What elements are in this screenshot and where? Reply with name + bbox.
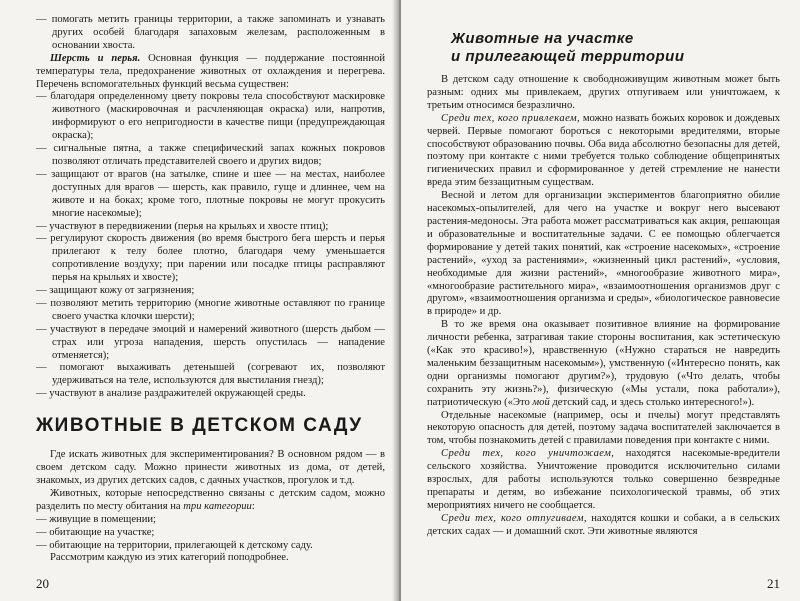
paragraph	[36, 143, 385, 169]
section-title-line-1: Животные на участке	[451, 30, 634, 47]
paragraph-text: — защищают кожу от загрязнения;	[36, 285, 195, 297]
paragraph	[36, 324, 385, 363]
page-number-right: 21	[767, 576, 780, 591]
paragraph-text: — благодаря определенному цвету покровы тела способствуют маскировке животного (маскировочная и расчленяющая окраска) или, напротив, информируют о его непригодности в качестве пищи (предупреждающая окраска);	[36, 91, 385, 142]
left-page-body-after-title	[36, 449, 385, 565]
left-page	[0, 0, 399, 601]
paragraph-tail: :	[251, 500, 255, 512]
paragraph-text: находятся кошки и собаки, а в сельских детских садах — и домашний скот. Эти животные являются	[427, 512, 780, 537]
paragraph	[36, 540, 385, 553]
paragraph-text: Где искать животных для экспериментирования? В основном рядом — в своем детском саду. Можно принести животных из дома, от детей, знакомых, из других детских садов, с дачных участков, прогулок и т.д.	[36, 449, 385, 486]
paragraph	[36, 362, 385, 388]
paragraph	[36, 233, 385, 285]
paragraph	[427, 410, 780, 449]
paragraph	[36, 527, 385, 540]
paragraph	[36, 14, 385, 53]
paragraph-text: — помогать метить границы территории, а также запоминать и узнавать других особей благодаря запаховым железам, расположенным в основании хвоста.	[36, 14, 385, 51]
paragraph-text: — участвуют в передвижении (перья на крыльях и хвосте птиц);	[36, 220, 329, 232]
paragraph-text: — живущие в помещении;	[36, 513, 156, 525]
run-in-heading: Шерсть и перья.	[50, 52, 141, 64]
paragraph	[36, 514, 385, 527]
paragraph-text: Рассмотрим каждую из этих категорий поподробнее.	[50, 552, 289, 564]
emphasis: три категории	[183, 500, 252, 512]
paragraph-text: — обитающие на участке;	[36, 526, 155, 538]
paragraph-text: можно назвать божьих коровок и дождевых червей. Первые помогают бороться с некоторыми вредителями, вторые способствуют образованию почвы. Оба вида абсолютно безопасны для детей, поэтому при контакте с ними требуется только соблюдение общепринятых гигиенических правил и сформированное у детей стремление не нанести вреда этим беззащитным существам.	[427, 112, 780, 189]
paragraph	[427, 74, 780, 113]
paragraph	[36, 221, 385, 234]
paragraph	[36, 91, 385, 143]
right-page-body	[427, 74, 780, 539]
paragraph-text: — регулируют скорость движения (во время быстрого бега шерсть и перья прилегают к телу более плотно, благодаря чему уменьшается сопротивление воздуху; при парении или посадке птицы расправляют перья на крыльях и хвосте);	[36, 233, 385, 284]
paragraph	[36, 488, 385, 514]
lead-phrase: Среди тех, кого привлекаем,	[441, 112, 581, 124]
paragraph	[427, 448, 780, 513]
paragraph-text: — защищают от врагов (на затылке, спине и шее — на местах, наиболее доступных для врагов — шерсть, как правило, гуще и длиннее, чем на животе и на боках; кроме того, плотные покровы не могут прокусить многие насекомые);	[36, 168, 385, 219]
left-page-body	[36, 14, 385, 401]
lead-phrase: Среди тех, кого отпугиваем,	[441, 512, 587, 524]
paragraph	[427, 513, 780, 539]
paragraph	[427, 319, 780, 409]
page-number-left: 20	[36, 576, 49, 591]
chapter-title: ЖИВОТНЫЕ В ДЕТСКОМ САДУ	[36, 415, 363, 437]
paragraph-text: — сигнальные пятна, а также специфический запах кожных покровов позволяют отличать представителей своего и других видов;	[36, 143, 385, 167]
paragraph-text: — позволяют метить территорию (многие животные оставляют по границе своего участка клочки шерсти);	[36, 297, 385, 322]
paragraph-text: В то же время она оказывает позитивное влияние на формирование личности ребенка, затрагивая такие стороны воспитания, как эстетическую («Как это красиво!»), нравственную («Нужно стараться не навредить маленьким беззащитным насекомым»), умственную («Интересно понять, как одни организмы помогают другим?»), трудовую («Что делать, чтобы сохранить эту жизнь?»), физическую («Мы устали, пока работали»), патриотическую («Это	[427, 319, 780, 408]
paragraph	[36, 552, 385, 565]
paragraph-text: — обитающие на территории, прилегающей к детскому саду.	[36, 539, 313, 551]
paragraph-text: Основная функция — поддержание постоянной температуры тела, предохранение животных от охлаждения и перегрева. Перечень вспомогательных функций весьма существен:	[36, 52, 385, 90]
paragraph	[36, 449, 385, 488]
section-title	[451, 30, 780, 66]
paragraph	[36, 298, 385, 324]
paragraph-text: — участвуют в передаче эмоций и намерений животного (шерсть дыбом — страх или угроза нападения, шерсть опустилась — нападение отменяется);	[36, 323, 385, 361]
paragraph-text: Животных, которые непосредственно связаны с детским садом, можно разделить по месту обитания на	[36, 487, 385, 512]
paragraph-tail: детский сад, и здесь столько интересного!»).	[549, 396, 755, 408]
lead-phrase: Среди тех, кого уничтожаем,	[441, 448, 615, 460]
paragraph	[36, 53, 385, 92]
paragraph	[427, 190, 780, 319]
paragraph	[36, 169, 385, 221]
paragraph	[36, 285, 385, 298]
emphasis: мой	[532, 396, 550, 408]
paragraph-text: — помогают выхаживать детенышей (согревают их, позволяют удерживаться на теле, используются для выстилания гнезд);	[36, 362, 385, 387]
paragraph-text: Отдельные насекомые (например, осы и пчелы) могут представлять некоторую опасность для детей, поэтому задача воспитателей заключается в том, чтобы познакомить детей с правилами поведения при контакте с ними.	[427, 409, 780, 447]
paragraph	[36, 388, 385, 401]
paragraph-text: Весной и летом для организации экспериментов благоприятно обилие насекомых-опылителей, для чего на участке и вокруг него высевают растения-медоносы. Эта работа может рассматриваться как акция, решающая и образовательные и воспитательные задачи. С ее помощью облегчается формирование у детей таких понятий, как «строение насекомых», «строение растений», «уход за растениями», «жизненный цикл растений», «условия, необходимые для жизни растений», «многообразие животного мира», «многообразие растительного мира», «взаимоотношения организмов друг с другом», «взаимоотношения организма и среды», «биологическое равновесие в природе» и др.	[427, 190, 780, 318]
paragraph	[427, 113, 780, 190]
paragraph-text: — участвуют в анализе раздражителей окружающей среды.	[36, 388, 306, 400]
right-page	[401, 0, 800, 601]
paragraph-text: находятся насекомые-вредители сельского хозяйства. Уничтожение проводится исключительно силами взрослых, для работы используются только совершенно безвредные препараты и детям, во избежание психологической травмы, об этих мероприятиях ничего не сообщается.	[427, 448, 780, 511]
section-title-line-2: и прилегающей территории	[451, 48, 685, 65]
paragraph-text: В детском саду отношение к свободноживущим животным может быть разным: одних мы привлекаем, других отпугиваем или уничтожаем, к третьим относимся безразлично.	[427, 74, 780, 111]
